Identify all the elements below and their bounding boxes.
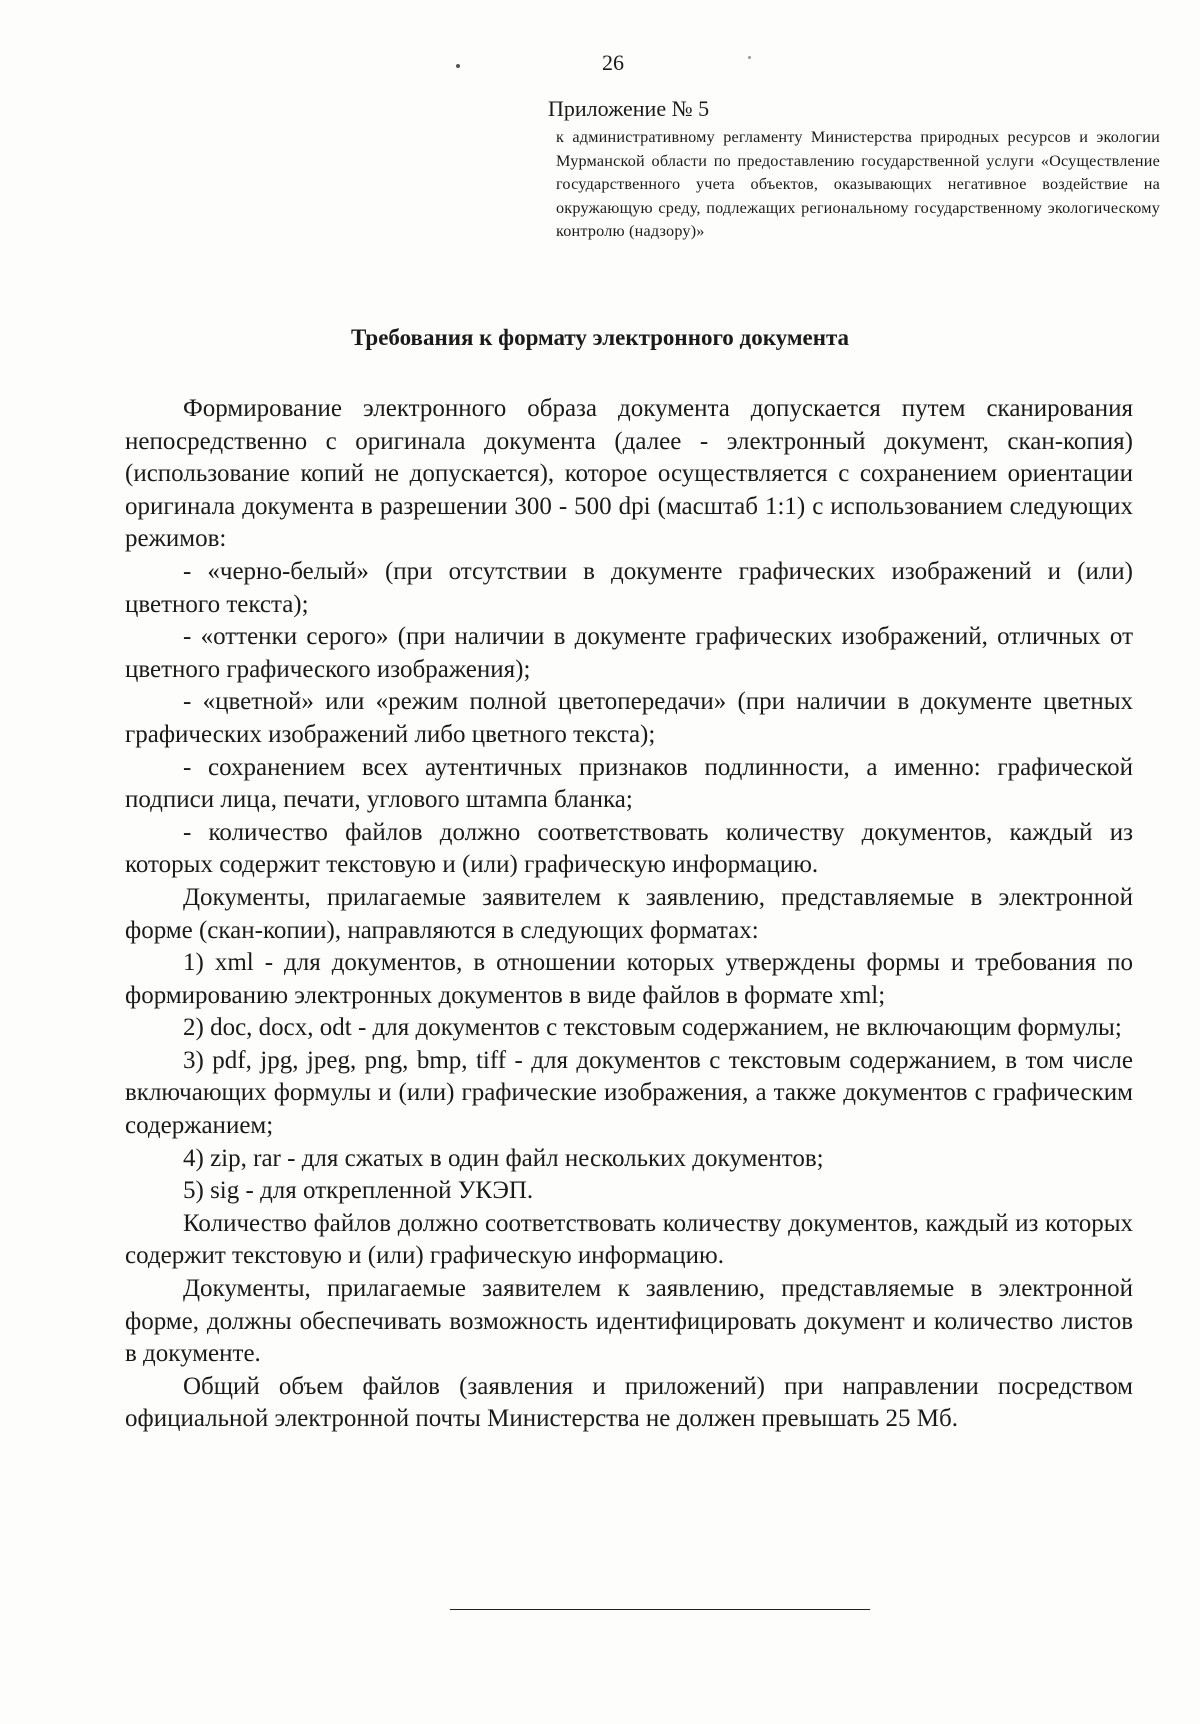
paragraph: - «цветной» или «режим полной цветопередачи» (при наличии в документе цветных графических изображений либо цветного текста); [125,688,1133,748]
paragraph: 4) zip, rar - для сжатых в один файл нескольких документов; [183,1144,824,1172]
paragraph: - «черно-белый» (при отсутствии в документе графических изображений и (или) цветного текста); [125,557,1133,618]
document-title: Требования к формату электронного документа [350,325,850,350]
end-of-document-rule [450,1609,870,1610]
document-body [125,393,1133,1436]
scan-speck-right [748,56,751,59]
paragraph: Количество файлов должно соответствовать количеству документов, каждый из которых содержит текстовую и (или) графическую информацию. [125,1209,1133,1270]
appendix-title: Приложение № 5 [548,96,710,121]
paragraph: - «оттенки серого» (при наличии в документе графических изображений, отличных от цветного графического изображения); [125,623,1133,683]
paragraph: Общий объем файлов (заявления и приложений) при направлении посредством официальной электронной почты Министерства не должен превышать 25 Мб. [125,1372,1133,1433]
page-number: 26 [602,50,624,75]
paragraph: - количество файлов должно соответствовать количеству документов, каждый из которых содержит текстовую и (или) графическую информацию. [125,818,1133,879]
scan-speck-left [456,64,460,68]
paragraph: 3) pdf, jpg, jpeg, png, bmp, tiff - для документов с текстовым содержанием, в том числе включающих формулы и (или) графические изображения, а также документов с графическим содержанием; [125,1046,1133,1140]
paragraph: Документы, прилагаемые заявителем к заявлению, представляемые в электронной форме, должны обеспечивать возможность идентифицировать документ и количество листов в документе. [125,1275,1133,1368]
paragraph: - сохранением всех аутентичных признаков подлинности, а именно: графической подписи лица, печати, углового штампа бланка; [125,753,1133,814]
paragraph: 1) xml - для документов, в отношении которых утверждены формы и требования по формированию электронных документов в виде файлов в формате xml; [125,949,1133,1009]
appendix-description: к административному регламенту Министерства природных ресурсов и экологии Мурманской области по предоставлению государственной услуги «Осуществление государственного учета объектов, оказывающих негативное воздействие на окружающую среду, подлежащих региональному государственному экологическому контролю (надзору)» [556,128,1160,241]
paragraph: Документы, прилагаемые заявителем к заявлению, представляемые в электронной форме (скан-копии), направляются в следующих форматах: [125,883,1133,944]
paragraph: 5) sig - для открепленной УКЭП. [183,1177,534,1205]
appendix-block [548,96,1160,244]
paragraph: 2) doc, docx, odt - для документов с текстовым содержанием, не включающим формулы; [183,1014,1122,1042]
paragraph: Формирование электронного образа документа допускается путем сканирования непосредственно с оригинала документа (далее - электронный документ, скан-копия) (использование копий не допускается), которое осуществляется с сохранением ориентации оригинала документа в разрешении 300 - 500 dpi (масштаб 1:1) с использованием следующих режимов: [125,395,1133,553]
